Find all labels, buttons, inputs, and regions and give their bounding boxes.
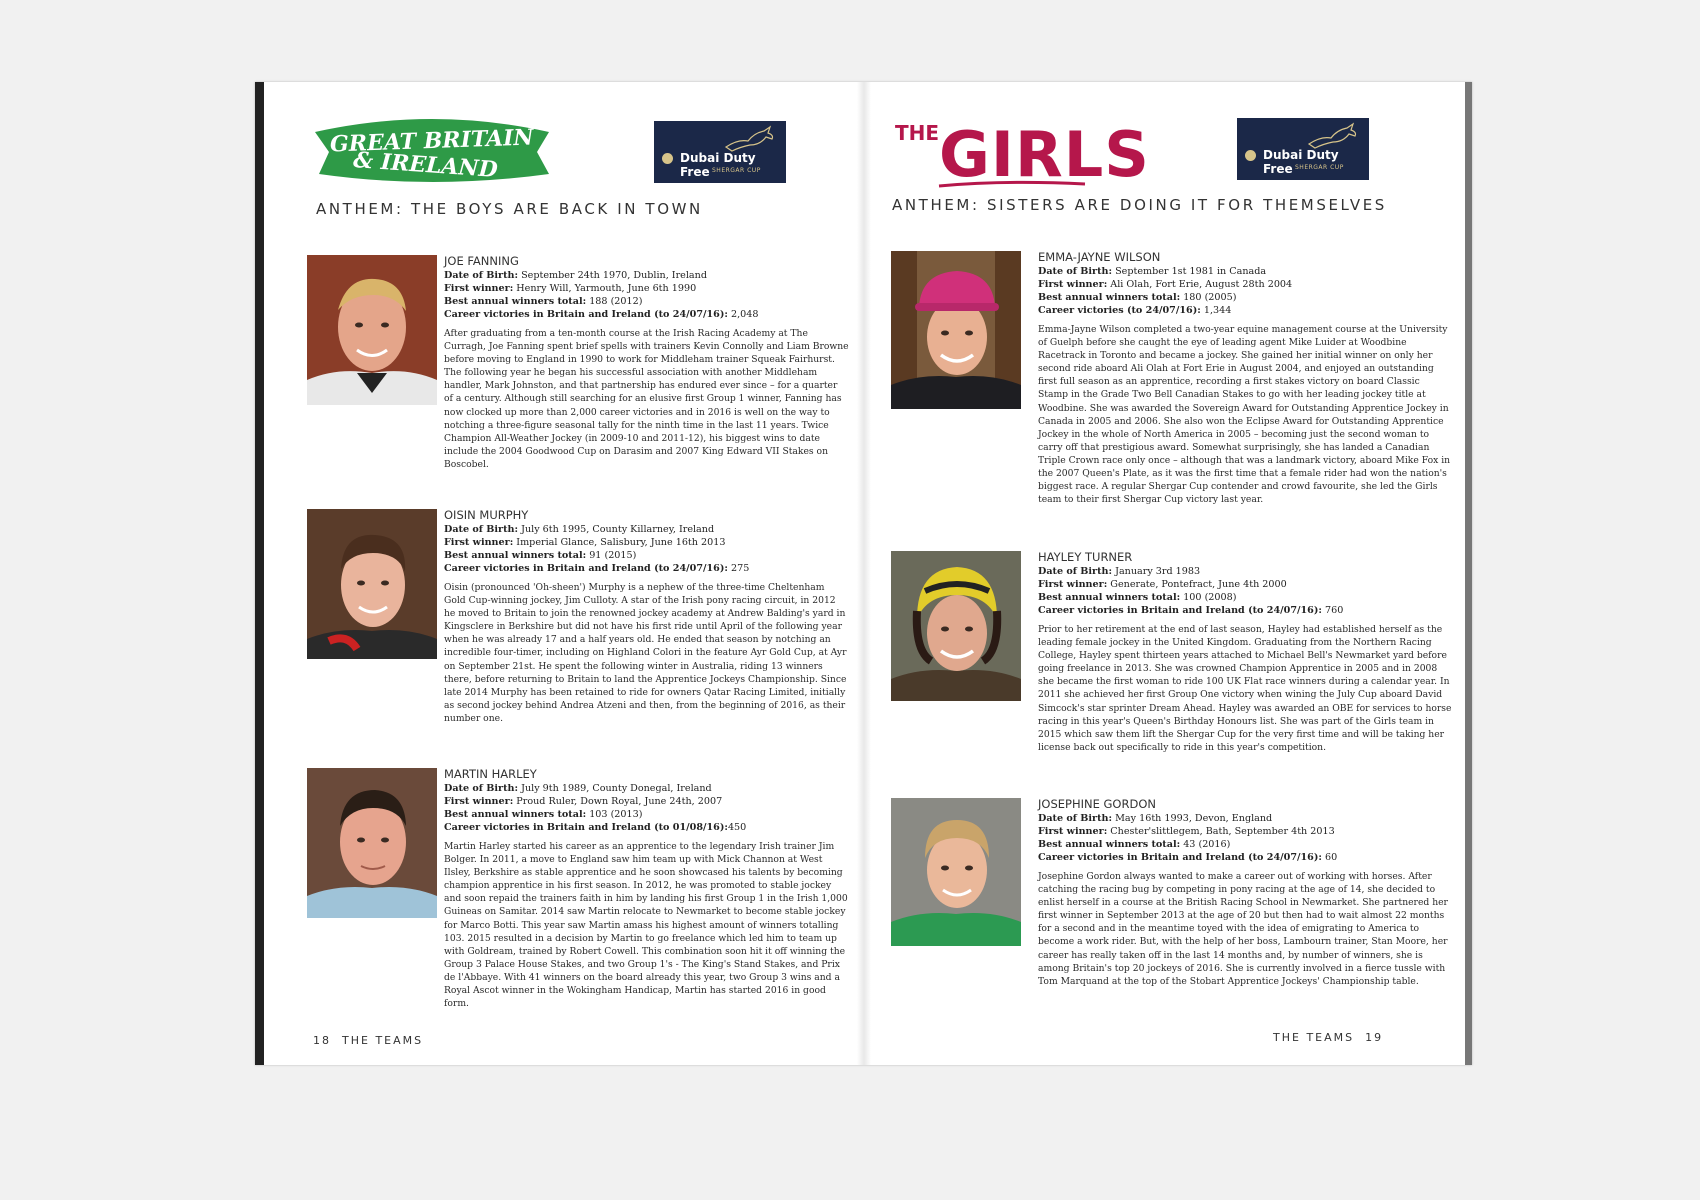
horse-logo-icon [1307,122,1359,150]
jockey-biography: Prior to her retirement at the end of last season, Hayley had established herself as the leading female jockey in the United Kingdom. Graduating from the Northern Racing College, Hayley spent thirteen years attached to Michael Bell's Newmarket yard before going freelance in 2013. She was crowned Champion Apprentice in 2005 and in 2008 she became the first woman to ride 100 UK Flat race winners during a calendar year. In 2011 she achieved her first Group One victory when wining the July Cup aboard David Simcock's star sprinter Dream Ahead. Hayley was awarded an OBE for services to horse racing in this year's Queen's Birthday Honours list. She was part of the Girls team in 2015 which saw them lift the Shergar Cup for the very first time and will be taking her license back out specifically to ride in this year's competition. [1038,624,1452,753]
page-gutter [857,82,871,1065]
the-girls-logo [895,110,1150,192]
jockey-best-annual: Best annual winners total: 91 (2015) [444,550,637,561]
sponsor-emblem-icon [1245,150,1256,161]
jockey-career-victories: Career victories in Britain and Ireland (to 01/08/16):450 [444,822,747,833]
jockey-photo [891,251,1021,401]
jockey-career-victories: Career victories in Britain and Ireland (to 24/07/16): 760 [1038,605,1344,616]
jockey-name: MARTIN HARLEY [444,767,537,781]
jockey-photo [307,768,437,918]
jockey-name: JOSEPHINE GORDON [1038,797,1156,811]
jockey-career-victories: Career victories in Britain and Ireland (to 24/07/16): 2,048 [444,309,759,320]
jockey-career-victories: Career victories in Britain and Ireland (to 24/07/16): 60 [1038,852,1338,863]
logo-line-1: GREAT BRITAIN [329,124,534,158]
jockey-dob: Date of Birth: January 3rd 1983 [1038,566,1201,577]
page-number: 19 [1365,1031,1384,1044]
logo-line-2: & IRELAND [352,147,499,184]
logo-prefix: THE [895,121,940,145]
jockey-biography: After graduating from a ten-month course at the Irish Racing Academy at The Curragh, Joe Fanning spent brief spells with trainers Kevin Connolly and Liam Browne before moving to England in 1990 to work for Middleham trainer Squeak Fairhurst. The following year he began his successful association with another Middleham handler, Mark Johnston, and that partnership has endured ever since – for a quarter of a century. Although still searching for an elusive first Group 1 winner, Fanning has now clocked up more than 2,000 career victories and in 2016 is well on the way to notching a three-figure seasonal tally for the ninth time in the last 11 years. Twice Champion All-Weather Jockey (in 2009-10 and 2011-12), his biggest wins to date include the 2004 Goodwood Cup on Darasim and 2007 King Edward VII Stakes on Boscobel. [444,328,849,470]
jockey-first-winner: First winner: Chester'slittlegem, Bath, September 4th 2013 [1038,826,1335,837]
anthem-title: ANTHEM: SISTERS ARE DOING IT FOR THEMSELVES [892,196,1387,214]
jockey-photo [891,551,1021,701]
gb-ireland-logo [307,112,557,190]
jockey-photo [307,509,437,659]
sponsor-sub: SHERGAR CUP [1295,164,1344,171]
jockey-biography: Emma-Jayne Wilson completed a two-year equine management course at the University of Guelph before she caught the eye of leading agent Mike Luider at Woodbine Racetrack in Toronto and became a jockey. She gained her initial winner on only her second ride aboard Ali Olah at Fort Erie in August 2004, and enjoyed an outstanding first full season as an apprentice, recording a first stakes victory on board Classic Stamp in the Grade Two Bell Canadian Stakes to go with her leading jockey title at Woodbine. She was awarded the Sovereign Award for Outstanding Apprentice Jockey in Canada in 2005 and 2006. She also won the Eclipse Award for Outstanding Apprentice Jockey in the whole of North America in 2005 – becoming just the second woman to carry off that prestigious award. Somewhat surprisingly, she has landed a Canadian Triple Crown race only once – although that was a landmark victory, aboard Mike Fox in the 2007 Queen's Plate, as it was the first time that a female rider had won the nation's biggest race. A regular Shergar Cup contender and crowd favourite, she led the Girls team to their first Shergar Cup victory last year. [1038,324,1451,506]
jockey-biography: Josephine Gordon always wanted to make a career out of working with horses. After catching the racing bug by competing in pony racing at the age of 14, she decided to enlist herself in a course at the British Racing School in Newmarket. She partnered her first winner in September 2013 at the age of 20 but then had to wait almost 22 months for a second and in the meantime toyed with the idea of emigrating to America to become a work rider. But, with the help of her boss, Lambourn trainer, Stan Moore, her career has really taken off in the last 14 months and, by number of winners, she is among Britain's top 20 jockeys of 2016. She is currently involved in a fierce tussle with Tom Marquand at the top of the Stobart Apprentice Jockeys' Championship table. [1038,871,1448,987]
jockey-name: EMMA-JAYNE WILSON [1038,250,1161,264]
jockey-first-winner: First winner: Proud Ruler, Down Royal, June 24th, 2007 [444,796,723,807]
sponsor-badge [654,121,786,183]
jockey-best-annual: Best annual winners total: 103 (2013) [444,809,643,820]
page-number: 18 [313,1034,331,1047]
jockey-dob: Date of Birth: July 6th 1995, County Killarney, Ireland [444,524,715,535]
jockey-best-annual: Best annual winners total: 100 (2008) [1038,592,1237,603]
horse-logo-icon [724,125,776,153]
sponsor-name: Dubai Duty Free [1263,148,1339,176]
jockey-dob: Date of Birth: September 1st 1981 in Canada [1038,266,1267,277]
jockey-career-victories: Career victories in Britain and Ireland (to 24/07/16): 275 [444,563,750,574]
jockey-dob: Date of Birth: May 16th 1993, Devon, England [1038,813,1273,824]
page-footer [1273,1031,1383,1044]
jockey-career-victories: Career victories (to 24/07/16): 1,344 [1038,305,1232,316]
section-label: THE TEAMS [1273,1031,1355,1044]
jockey-dob: Date of Birth: July 9th 1989, County Donegal, Ireland [444,783,712,794]
jockey-best-annual: Best annual winners total: 180 (2005) [1038,292,1237,303]
anthem-title: ANTHEM: THE BOYS ARE BACK IN TOWN [316,200,703,218]
right-page [871,82,1465,1065]
logo-main: GIRLS [939,118,1150,191]
jockey-name: OISIN MURPHY [444,508,529,522]
jockey-best-annual: Best annual winners total: 43 (2016) [1038,839,1231,850]
sponsor-name: Dubai Duty Free [680,151,756,179]
sponsor-sub: SHERGAR CUP [712,167,761,174]
binding-edge [255,82,264,1065]
jockey-photo [307,255,437,405]
jockey-biography: Martin Harley started his career as an apprentice to the legendary Irish trainer Jim Bolger. In 2011, a move to England saw him team up with Mick Channon at West Ilsley, Berkshire as stable apprentice and he soon showcased his talents by becoming champion apprentice in his first season. In 2012, he was promoted to stable jockey and soon repaid the trainers faith in him by landing his first Group 1 in the Irish 1,000 Guineas on Samitar. 2014 saw Martin relocate to Newmarket to become stable jockey for Marco Botti. This year saw Martin amass his highest amount of winners totalling 103. 2015 resulted in a decision by Martin to go freelance which led him to team up with Goldream, trained by Robert Cowell. This combination soon hit it off winning the Group 3 Palace House Stakes, and two Group 1's - The King's Stand Stakes, and Prix de l'Abbaye. With 41 winners on the board already this year, two Group 3 wins and a Royal Ascot winner in the Wokingham Handicap, Martin has started 2016 in good form. [444,841,848,1010]
jockey-dob: Date of Birth: September 24th 1970, Dublin, Ireland [444,270,707,281]
magazine-spread [255,82,1472,1065]
jockey-name: HAYLEY TURNER [1038,550,1133,564]
section-label: THE TEAMS [342,1034,424,1047]
jockey-first-winner: First winner: Imperial Glance, Salisbury, June 16th 2013 [444,537,726,548]
jockey-name: JOE FANNING [444,254,519,268]
left-page [269,82,857,1065]
page-footer [313,1034,423,1047]
page-edge [1465,82,1472,1065]
sponsor-emblem-icon [662,153,673,164]
jockey-first-winner: First winner: Henry Will, Yarmouth, June 6th 1990 [444,283,697,294]
jockey-first-winner: First winner: Generate, Pontefract, June 4th 2000 [1038,579,1287,590]
sponsor-badge [1237,118,1369,180]
jockey-photo [891,798,1021,948]
jockey-best-annual: Best annual winners total: 188 (2012) [444,296,643,307]
jockey-first-winner: First winner: Ali Olah, Fort Erie, August 28th 2004 [1038,279,1293,290]
jockey-biography: Oisin (pronounced 'Oh-sheen') Murphy is a nephew of the three-time Cheltenham Gold Cup-winning jockey, Jim Culloty. A star of the Irish pony racing circuit, in 2012 he moved to Britain to join the renowned jockey academy at Andrew Balding's yard in Kingsclere in Berkshire but did not have his first ride until April of the following year when he was already 17 and a half years old. He ended that season by notching an incredible four-timer, including on Highland Colori in the feature Ayr Gold Cup, at Ayr on September 21st. He spent the following winter in Australia, riding 13 winners there, before returning to Britain to land the Apprentice Jockeys Championship. Since late 2014 Murphy has been retained to ride for owners Qatar Racing Limited, initially as second jockey behind Andrea Atzeni and then, from the beginning of 2016, as their number one. [444,582,847,724]
